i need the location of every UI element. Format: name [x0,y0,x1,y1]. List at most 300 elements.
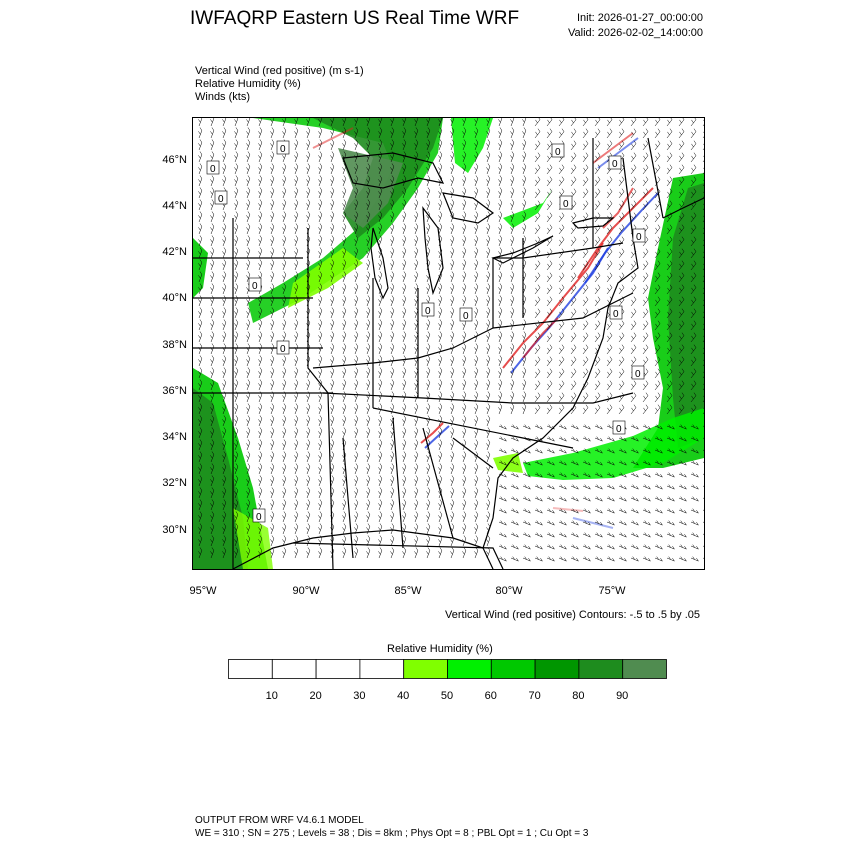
wind-barb [294,152,298,163]
wind-barb [667,485,674,490]
wind-barb [691,533,698,538]
wind-barb [547,225,552,234]
wind-barb [643,545,650,550]
wind-barb [510,176,514,187]
wind-barb [282,212,286,223]
wind-barb [510,140,514,151]
wind-barb [474,284,478,295]
wind-barb [282,380,286,391]
wind-barb [246,344,250,355]
wind-barb [258,212,262,223]
wind-barb [462,356,466,367]
wind-barb [655,213,660,222]
wind-barb [354,476,358,487]
wind-barb [583,345,588,354]
wind-barb [607,381,612,390]
colorbar-label: 60 [484,690,497,702]
wind-barb [270,464,274,475]
wind-barb [366,284,370,295]
wind-barb [547,165,552,174]
wind-barb [510,308,514,319]
wind-barb [354,380,358,391]
wind-barb [522,368,526,379]
wind-barb [510,320,514,331]
wind-barb [270,332,274,343]
wind-barb [402,320,406,331]
wind-barb [571,425,578,430]
wind-barb [595,177,600,186]
wind-barb [547,437,554,442]
wind-barb [342,500,346,511]
wind-barb [619,557,626,562]
wind-barb [559,437,566,442]
wind-barb [222,284,226,295]
wind-barb [522,188,526,199]
wind-barb [559,357,564,366]
wind-barb [547,381,552,390]
wind-barb [535,225,540,234]
wind-barb [366,260,370,271]
wind-barb [234,380,238,391]
wind-barb [246,332,250,343]
wind-barb [486,392,490,403]
wind-barb [390,488,394,499]
wind-barb [294,452,298,463]
wind-barb [511,497,518,502]
wind-barb [294,476,298,487]
wind-barb [499,449,506,454]
wind-barb [655,369,660,378]
wind-barb [474,344,478,355]
wind-barb [390,272,394,283]
wind-barb [402,308,406,319]
colorbar-cell [623,660,667,679]
wind-barb [595,497,602,502]
wind-barb [559,533,566,538]
wind-barb [258,140,262,151]
wind-barb [559,369,564,378]
wind-barb [210,308,214,319]
wind-barb [595,437,602,442]
wind-barbs [198,118,704,561]
wind-barb [414,488,418,499]
wind-barb [330,176,334,187]
wind-barb [571,165,576,174]
wind-barb [318,320,322,331]
colorbar-cell [404,660,448,679]
wind-barb [210,332,214,343]
wind-barb [294,224,298,235]
wind-barb [547,545,554,550]
wind-barb [414,428,418,439]
wind-barb [631,473,638,478]
wind-barb [246,428,250,439]
wind-barb [607,129,612,138]
wind-barb [498,320,502,331]
wind-barb [510,152,514,163]
wind-barb [198,164,202,175]
wind-barb [474,404,478,415]
wind-barb [703,153,704,162]
wind-barb [234,272,238,283]
wind-barb [655,533,662,538]
wind-barb [450,272,454,283]
wind-barb [523,509,530,513]
colorbar-label: 20 [309,690,322,702]
wind-barb [523,497,530,502]
wind-barb [270,536,274,547]
wind-barb [246,452,250,463]
wind-barb [354,308,358,319]
wind-barb [414,536,418,547]
wind-barb [330,356,334,367]
wind-barb [571,357,576,366]
wind-barb [643,485,650,490]
wind-barb [583,153,588,162]
wind-barb [318,548,322,559]
wind-barb [306,524,310,535]
wind-barb [198,188,202,199]
wind-barb [378,380,382,391]
wind-barb [631,521,638,526]
wind-barb [414,248,418,259]
wind-barb [438,320,442,331]
contour-label-0: 0 [612,159,618,170]
wind-barb [522,140,526,151]
wind-barb [210,140,214,151]
wind-barb [486,260,490,271]
wind-barb [462,500,466,511]
wind-barb [378,548,382,559]
wind-barb [402,332,406,343]
wind-barb [234,236,238,247]
weather-map [192,117,705,570]
wind-barb [498,368,502,379]
wind-barb [210,284,214,295]
wind-barb [631,557,638,562]
wind-barb [426,476,430,487]
wind-barb [234,224,238,235]
wind-barb [607,557,614,562]
wind-barb [559,497,566,502]
wind-barb [306,536,310,547]
wind-barb [222,128,226,139]
wind-barb [330,332,334,343]
wind-barb [462,404,466,415]
wind-barb [511,425,518,430]
colorbar-cell [491,660,535,679]
field-relative-humidity: Relative Humidity (%) [195,78,301,90]
wind-barb [595,405,600,414]
wind-barb [294,380,298,391]
wind-barb [330,380,334,391]
wind-barb [330,416,334,427]
wind-barb [510,188,514,199]
wind-barb [450,200,454,211]
wind-barb [474,248,478,259]
wind-barb [643,285,648,294]
wind-barb [655,521,662,526]
wind-barb [631,381,636,390]
page-title: IWFAQRP Eastern US Real Time WRF [190,8,520,29]
wind-barb [667,165,672,174]
lat-label-42: 42°N [162,246,187,258]
wind-barb [426,464,430,475]
wind-barb [294,128,298,139]
wind-barb [342,392,346,403]
wind-barb [198,344,202,355]
wind-barb [270,320,274,331]
wind-barb [547,345,552,354]
wind-barb [498,164,502,175]
wind-barb [438,200,442,211]
wind-barb [234,356,238,367]
wind-barb [378,296,382,307]
wind-barb [330,368,334,379]
wind-barb [270,212,274,223]
wind-barb [522,380,526,391]
wind-barb [498,224,502,235]
wind-barb [595,369,600,378]
wind-barb [559,333,564,342]
wind-barb [318,416,322,427]
wind-barb [258,476,262,487]
wind-barb [450,548,454,559]
wind-barb [559,237,564,246]
wind-barb [306,548,310,559]
wind-barb [535,449,542,454]
wind-barb [655,141,660,150]
wind-barb [354,296,358,307]
wind-barb [643,309,648,318]
wind-barb [523,425,530,430]
wind-barb [282,128,286,139]
state-borders [193,138,704,569]
wind-barb [294,524,298,535]
wind-barb [366,512,370,523]
wind-barb [547,425,554,430]
wind-barb [559,345,564,354]
wind-barb [655,473,662,478]
wind-barb [258,344,262,355]
wind-barb [547,201,552,210]
wind-barb [583,369,588,378]
wind-barb [559,321,564,330]
wind-barb [402,296,406,307]
wind-barb [583,393,588,402]
wind-barb [535,129,540,138]
wind-barb [258,188,262,199]
wind-barb [667,129,672,138]
contour-label-0: 0 [210,164,216,175]
wind-barb [222,356,226,367]
wind-barb [378,512,382,523]
wind-barb [607,201,612,210]
wind-barb [222,140,226,151]
wind-barb [691,141,696,150]
wind-barb [222,320,226,331]
wind-barb [246,260,250,271]
wind-barb [667,153,672,162]
wind-barb [511,557,518,562]
wind-barb [246,380,250,391]
wind-barb [703,521,704,526]
wind-barb [342,428,346,439]
wind-barb [246,356,250,367]
wind-barb [306,140,310,151]
wind-barb [559,225,564,234]
wind-barb [535,533,542,538]
wind-barb [234,152,238,163]
colorbar-cell [535,660,579,679]
wind-barb [619,285,624,294]
wind-barb [559,273,564,282]
wind-barb [210,320,214,331]
wind-barb [486,176,490,187]
wind-barb [318,464,322,475]
wind-barb [547,449,554,454]
wind-barb [474,440,478,451]
wind-barb [414,404,418,415]
wind-barb [366,488,370,499]
wind-barb [258,380,262,391]
wind-barb [318,512,322,523]
wind-barb [414,284,418,295]
wind-barb [679,497,686,502]
wind-barb [354,368,358,379]
wind-barb [354,452,358,463]
wind-barb [595,533,602,538]
wind-barb [522,404,526,415]
wind-barb [523,545,530,550]
wind-barb [294,200,298,211]
wind-barb [583,165,588,174]
wind-barb [282,164,286,175]
wind-barb [462,512,466,523]
wind-barb [210,212,214,223]
wind-barb [354,464,358,475]
wind-barb [643,249,648,258]
wind-barb [318,188,322,199]
wind-barb [607,345,612,354]
wind-barb [510,404,514,415]
wind-barb [270,440,274,451]
wind-barb [583,425,590,430]
wind-barb [210,356,214,367]
wind-barb [270,524,274,535]
wind-barb [559,393,564,402]
wind-barb [607,321,612,330]
wind-barb [474,260,478,271]
wind-barb [282,200,286,211]
humidity-shading [193,118,704,569]
wind-barb [390,524,394,535]
wind-barb [583,437,590,442]
colorbar-label: 70 [528,690,541,702]
wind-barb [198,118,202,126]
wind-barb [258,332,262,343]
lat-label-30: 30°N [162,524,187,536]
wind-barb [643,118,648,126]
wind-barb [462,428,466,439]
wind-barb [499,521,506,526]
wind-barb [354,284,358,295]
wind-barb [498,118,502,126]
wind-barb [354,272,358,283]
wind-barb [318,440,322,451]
wind-barb [306,488,310,499]
wind-barb [318,356,322,367]
wind-barb [354,500,358,511]
wind-barb [486,380,490,391]
wind-barb [354,488,358,499]
wind-barb [198,152,202,163]
wind-barb [679,165,684,174]
wind-barb [378,260,382,271]
wind-barb [535,177,540,186]
wind-barb [571,381,576,390]
wind-barb [655,165,660,174]
wind-barb [474,164,478,175]
wind-barb [595,381,600,390]
wind-barb [583,357,588,366]
wind-barb [414,392,418,403]
colorbar-label: 80 [572,690,585,702]
wind-barb [282,464,286,475]
wind-barb [426,224,430,235]
wind-barb [631,273,636,282]
wind-barb [414,236,418,247]
wind-barb [282,368,286,379]
wind-barb [342,548,346,559]
wind-barb [438,164,442,175]
wind-barb [246,140,250,151]
wind-barb [486,272,490,283]
wind-barb [535,285,540,294]
wind-barb [486,224,490,235]
wind-barb [450,260,454,271]
wind-barb [294,488,298,499]
wind-barb [330,140,334,151]
wind-barb [222,380,226,391]
wind-barb [499,437,506,442]
wind-barb [583,201,588,210]
wind-barb [498,308,502,319]
wind-barb [246,200,250,211]
wind-barb [330,320,334,331]
wind-barb [510,118,514,126]
wind-barb [571,141,576,150]
wind-barb [390,368,394,379]
wind-barb [462,260,466,271]
wind-barb [535,297,540,306]
wind-barb [402,428,406,439]
contour-label-0: 0 [616,424,622,435]
wind-barb [270,128,274,139]
wind-barb [270,272,274,283]
wind-barb [450,320,454,331]
contour-label-0: 0 [280,144,286,155]
wind-barb [619,189,624,198]
wind-barb [198,128,202,139]
wind-barb [354,428,358,439]
colorbar-cell [316,660,360,679]
wind-barb [426,320,430,331]
wind-barb [342,296,346,307]
wind-barb [559,381,564,390]
wind-barb [282,332,286,343]
wind-barb [679,473,686,478]
